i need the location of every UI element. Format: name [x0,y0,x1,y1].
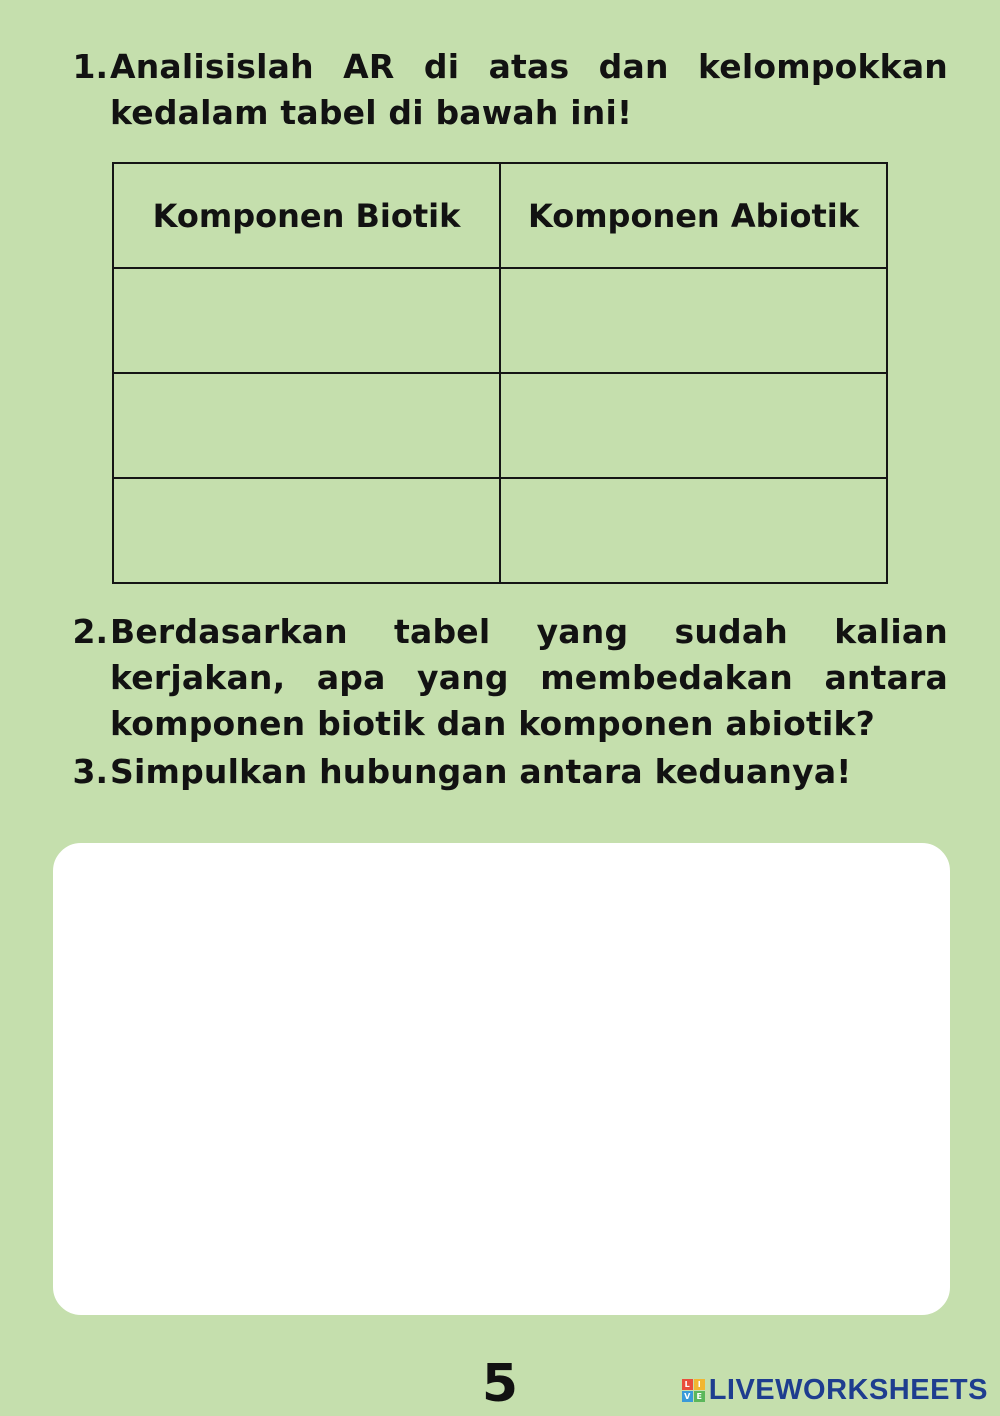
brand-name: LIVEWORKSHEETS [708,1374,988,1406]
question-1-text: Analisislah AR di atas dan kelompokkan kedalam tabel di bawah ini! [110,47,948,132]
abiotik-answer-cell-1[interactable] [500,268,887,373]
question-2 [62,609,948,747]
abiotik-answer-cell-3[interactable] [500,478,887,583]
header-komponen-abiotik: Komponen Abiotik [500,163,887,268]
liveworksheets-logo [682,1374,988,1406]
table-row [113,478,887,583]
header-komponen-biotik: Komponen Biotik [113,163,500,268]
liveworksheets-logo-icon [682,1379,705,1402]
logo-letter-i: I [694,1379,705,1390]
question-2-text: Berdasarkan tabel yang sudah kalian kerjakan, apa yang membedakan antara komponen biotik dan komponen abiotik? [110,612,948,743]
question-1-number: 1. [72,47,108,86]
biotik-answer-cell-2[interactable] [113,373,500,478]
biotik-answer-cell-3[interactable] [113,478,500,583]
question-1 [62,44,948,136]
question-3 [62,749,948,795]
table-header-row [113,163,887,268]
answer-textarea[interactable] [54,844,949,1314]
abiotik-answer-cell-2[interactable] [500,373,887,478]
logo-letter-v: V [682,1391,693,1402]
table-row [113,268,887,373]
question-3-number: 3. [72,752,108,791]
question-2-number: 2. [72,612,108,651]
answer-box[interactable] [53,843,950,1315]
classification-table [112,162,888,584]
biotik-answer-cell-1[interactable] [113,268,500,373]
logo-letter-e: E [694,1391,705,1402]
logo-letter-l: L [682,1379,693,1390]
table-row [113,373,887,478]
question-3-text: Simpulkan hubungan antara keduanya! [110,752,852,791]
page-number: 5 [481,1354,519,1414]
